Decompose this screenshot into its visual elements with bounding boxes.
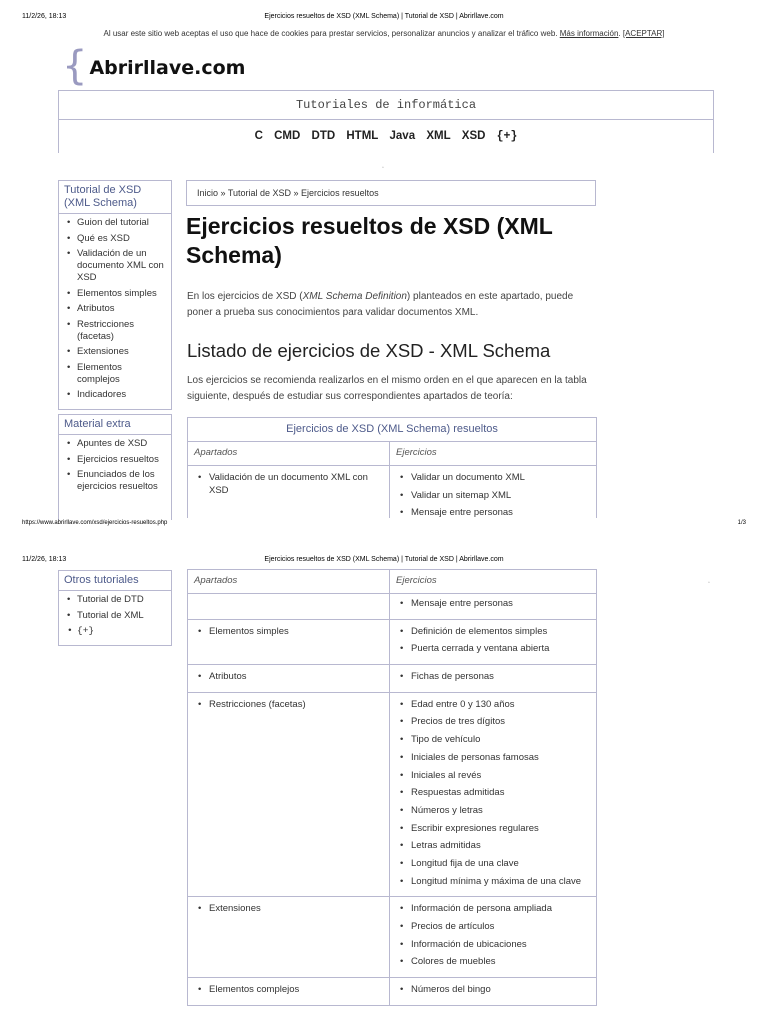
page-title: Ejercicios resueltos de XSD (XML Schema): [186, 213, 553, 268]
col-header-ejercicios: Ejercicios: [390, 442, 597, 466]
print-page-number: 1/3: [737, 520, 746, 526]
logo-brace-icon: {: [62, 43, 88, 89]
section-heading: Listado de ejercicios de XSD - XML Schema: [187, 340, 551, 361]
sidebar-item[interactable]: • Qué es XSD: [65, 233, 167, 245]
nav-dtd[interactable]: DTD: [311, 130, 336, 142]
sidebar-item[interactable]: • Apuntes de XSD: [65, 438, 167, 450]
exercise-link[interactable]: • Validar un documento XML: [400, 471, 590, 484]
page-2-table-clip: [0, 569, 768, 1024]
exercise-link[interactable]: • Puerta cerrada y ventana abierta: [400, 642, 590, 655]
sidebar-item[interactable]: • Validación de un documento XML con XSD: [65, 248, 167, 284]
sidebar-item[interactable]: • Tutorial de XML: [65, 610, 167, 622]
table-row: [188, 466, 597, 519]
print-url: https://www.abrirllave.com/xsd/ejercicios-resueltos.php: [22, 520, 168, 526]
section-paragraph: Los ejercicios se recomienda realizarlos en el mismo orden en el que aparecen en la tabla siguiente, después de estudiar sus correspondientes apartados de teoría:: [187, 375, 587, 402]
cookie-banner: Al usar este sitio web aceptas el uso que hace de cookies para prestar servicios, personalizar anuncios y analizar el tráfico web. Más información. [ACEPTAR]: [103, 29, 665, 38]
sidebar-extra-title: Material extra: [59, 415, 171, 435]
table-row: [188, 978, 597, 1006]
ad-marker: ▫: [708, 580, 710, 586]
sidebar-item[interactable]: • Elementos simples: [65, 288, 167, 300]
apartado-link[interactable]: • Elementos complejos: [198, 983, 383, 996]
apartado-link[interactable]: • Extensiones: [198, 902, 383, 915]
table-row: [188, 897, 597, 978]
exercise-link[interactable]: • Colores de muebles: [400, 955, 590, 968]
exercise-link[interactable]: • Edad entre 0 y 130 años: [400, 698, 590, 711]
sidebar-item[interactable]: • Elementos complejos: [65, 362, 167, 386]
cookie-accept-link[interactable]: [ACEPTAR]: [622, 29, 665, 38]
nav-more[interactable]: {+}: [496, 130, 518, 143]
print-header-page-2: [0, 556, 768, 568]
exercise-link[interactable]: • Iniciales al revés: [400, 769, 590, 782]
table-row: [188, 665, 597, 693]
exercise-link[interactable]: • Iniciales de personas famosas: [400, 751, 590, 764]
exercise-link[interactable]: • Tipo de vehículo: [400, 733, 590, 746]
logo-name: Abrirllave.com: [89, 57, 246, 79]
exercise-link[interactable]: • Información de persona ampliada: [400, 902, 590, 915]
print-timestamp: 11/2/26, 18:13: [22, 13, 67, 20]
exercise-link[interactable]: • Validar un sitemap XML: [400, 489, 590, 502]
cookie-text: Al usar este sitio web aceptas el uso que hace de cookies para prestar servicios, personalizar anuncios y analizar el tráfico web.: [103, 29, 558, 38]
exercise-link[interactable]: • Mensaje entre personas: [400, 597, 590, 610]
exercise-link[interactable]: • Fichas de personas: [400, 670, 590, 683]
exercise-link[interactable]: • Mensaje entre personas: [400, 506, 590, 518]
exercise-link[interactable]: • Información de ubicaciones: [400, 938, 590, 951]
sidebar-item[interactable]: • Enunciados de los ejercicios resueltos: [65, 469, 167, 493]
sidebar-item[interactable]: • Ejercicios resueltos: [65, 454, 167, 466]
exercise-link[interactable]: • Definición de elementos simples: [400, 625, 590, 638]
print-doc-title: Ejercicios resueltos de XSD (XML Schema) | Tutorial de XSD | Abrirllave.com: [264, 13, 504, 20]
table-row: [188, 619, 597, 664]
table-caption: Ejercicios de XSD (XML Schema) resueltos: [188, 418, 597, 442]
intro-paragraph: En los ejercicios de XSD (XML Schema Definition) planteados en este apartado, puede poner a prueba sus conocimientos para validar documentos XML.: [187, 291, 574, 318]
exercises-table-continued: [187, 569, 597, 1006]
sidebar-item[interactable]: • Indicadores: [65, 389, 167, 401]
exercise-link[interactable]: • Longitud mínima y máxima de una clave: [400, 875, 590, 888]
exercise-link[interactable]: • Precios de tres dígitos: [400, 715, 590, 728]
exercise-link[interactable]: • Respuestas admitidas: [400, 786, 590, 799]
apartado-link[interactable]: • Restricciones (facetas): [198, 698, 383, 711]
exercise-link[interactable]: • Longitud fija de una clave: [400, 857, 590, 870]
exercises-table: [187, 417, 597, 518]
sidebar-item[interactable]: • {+}: [65, 625, 167, 637]
tagline: Tutoriales de informática: [58, 90, 714, 120]
nav-c[interactable]: C: [254, 130, 263, 142]
apartado-link[interactable]: • Elementos simples: [198, 625, 383, 638]
exercise-link[interactable]: • Números del bingo: [400, 983, 590, 996]
sidebar-item[interactable]: • Guion del tutorial: [65, 217, 167, 229]
sidebar-item[interactable]: • Restricciones (facetas): [65, 319, 167, 343]
apartado-link[interactable]: • Atributos: [198, 670, 383, 683]
sidebar-tutorial-title: Tutorial de XSD (XML Schema): [59, 181, 171, 214]
apartado-link[interactable]: • Validación de un documento XML con XSD: [198, 471, 383, 497]
table-row: [188, 594, 597, 620]
breadcrumb[interactable]: Inicio » Tutorial de XSD » Ejercicios resueltos: [186, 180, 596, 206]
exercise-link[interactable]: • Letras admitidas: [400, 839, 590, 852]
col-header-ejercicios: Ejercicios: [390, 570, 597, 594]
col-header-apartados: Apartados: [188, 570, 390, 594]
intro-em: XML Schema Definition: [302, 291, 407, 302]
cookie-more-link[interactable]: Más información: [559, 29, 619, 38]
exercise-link[interactable]: • Números y letras: [400, 804, 590, 817]
nav-xsd[interactable]: XSD: [461, 130, 486, 142]
exercise-link[interactable]: • Precios de artículos: [400, 920, 590, 933]
print-timestamp: 11/2/26, 18:13: [22, 556, 67, 563]
nav-java[interactable]: Java: [389, 130, 416, 142]
sidebar-item[interactable]: • Extensiones: [65, 346, 167, 358]
sidebar-item[interactable]: • Tutorial de DTD: [65, 594, 167, 606]
sidebar-item[interactable]: • Atributos: [65, 303, 167, 315]
ad-marker: ▫: [382, 165, 384, 171]
nav-html[interactable]: HTML: [346, 130, 379, 142]
sidebar-otros-title: Otros tutoriales: [59, 571, 171, 591]
col-header-apartados: Apartados: [188, 442, 390, 466]
table-row: [188, 692, 597, 897]
print-doc-title: Ejercicios resueltos de XSD (XML Schema) | Tutorial de XSD | Abrirllave.com: [264, 556, 504, 563]
nav-xml[interactable]: XML: [426, 130, 451, 142]
nav-cmd[interactable]: CMD: [274, 130, 301, 142]
exercise-link[interactable]: • Escribir expresiones regulares: [400, 822, 590, 835]
